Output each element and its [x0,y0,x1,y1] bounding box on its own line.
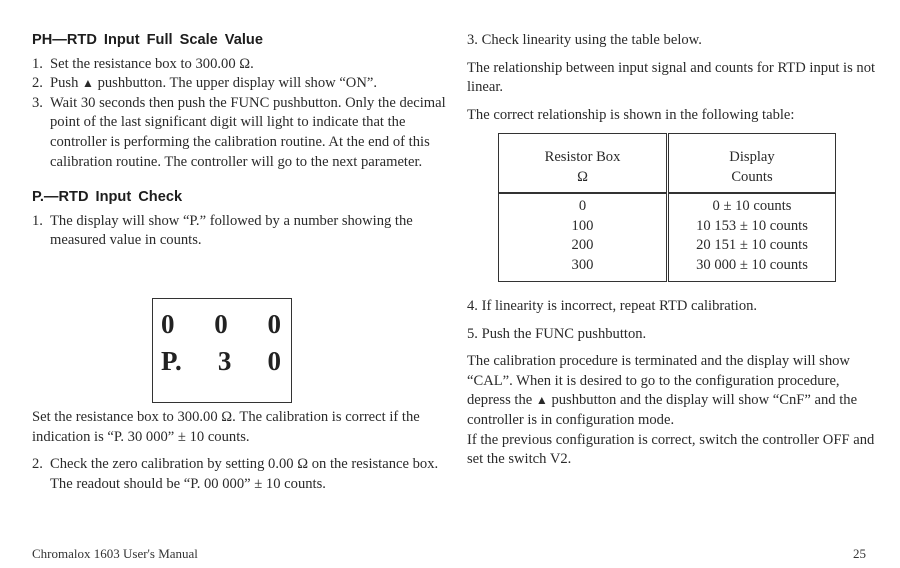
up-triangle-icon: ▲ [82,76,94,91]
step-number: 2. [32,75,43,92]
display-digit: 0 [214,309,228,339]
step-text: Check the zero calibration by setting 0.00 Ω on the resistance box. The readout should be “P. 00 000” ± 10 counts. [50,456,439,492]
display-digit: 0 [161,309,175,339]
left-column [32,31,452,251]
cell-resistance: 200 [499,236,668,256]
cell-counts: 20 151 ± 10 counts [696,237,808,254]
nonlinear-paragraph: The relationship between input signal and counts for RTD input is not linear. [467,59,876,96]
right-column-lower [467,297,877,470]
display-upper-row [161,309,281,339]
cell-resistance: 100 [499,217,668,237]
step-text: Push [50,75,83,92]
table-row [499,236,836,256]
table-intro-paragraph: The correct relationship is shown in the following table: [467,106,795,123]
list-item [32,94,452,172]
controller-display-figure [152,298,292,403]
up-triangle-icon: ▲ [535,393,548,408]
section-heading-full-scale: PH—RTD Input Full Scale Value [32,32,263,48]
display-digit: 3 [217,346,232,376]
step-3-text: 3. Check linearity using the table below. [467,32,702,48]
list-item [32,74,452,94]
table-header-row [499,134,836,194]
calibration-check-paragraph: Set the resistance box to 300.00 Ω. The calibration is correct if the indication is “P. 30 000” ± 10 counts. [32,409,420,445]
step-text: Set the resistance box to 300.00 Ω. [50,55,254,72]
cell-resistance: 0 [499,193,668,217]
table-row [499,193,836,217]
display-digit: 0 [267,346,281,376]
step-5-text: 5. Push the FUNC pushbutton. [467,325,647,342]
right-column-upper [467,31,877,125]
table-row [499,217,836,237]
step-text: pushbutton. The upper display will show “ON”. [93,75,377,92]
header-resistor-box: Resistor Box Ω [499,134,668,194]
list-item [32,212,452,251]
cell-counts: 30 000 ± 10 counts [696,256,808,273]
step-number: 1. [32,55,43,72]
step-number: 3. [32,94,43,111]
section-heading-rtd-check: P.—RTD Input Check [32,189,183,206]
linearity-table [498,133,836,282]
step-text: The display will show “P.” followed by a number showing the measured value in counts. [50,212,413,249]
cell-resistance: 300 [499,256,668,281]
page-number: 25 [853,546,866,561]
cell-counts: 10 153 ± 10 counts [696,217,808,234]
cell-counts: 0 ± 10 counts [712,198,792,215]
zero-check-steps [32,455,452,494]
full-scale-steps [32,55,452,173]
list-item [32,455,452,494]
display-digit: P. [161,346,182,376]
manual-title: Chromalox 1603 User's Manual [32,546,198,561]
header-display-counts: Display Counts [729,149,775,185]
display-digit: 0 [267,309,281,339]
switch-off-paragraph: If the previous configuration is correct, switch the controller OFF and set the switch V2. [467,431,875,468]
step-number: 2. [32,456,43,473]
rtd-check-steps [32,212,452,251]
left-lower-text [32,408,452,494]
table-row [499,256,836,281]
step-4-text: 4. If linearity is incorrect, repeat RTD calibration. [467,298,758,314]
list-item [32,55,452,75]
display-lower-row [161,346,281,376]
step-text: Wait 30 seconds then push the FUNC pushbutton. Only the decimal point of the last significant digit will light to indicate that the controller is performing the calibration routine. At the end of this calibration routine. The controller will go to the next parameter. [50,94,446,170]
page-footer [32,544,866,564]
step-number: 1. [32,212,43,229]
termination-paragraph: The calibration procedure is terminated and the display will show “CAL”. When it is desired to go to the configuration procedure, depress the ▲ pushbutton and the display will show “CnF” and the controller is in configuration mode. [467,353,858,428]
